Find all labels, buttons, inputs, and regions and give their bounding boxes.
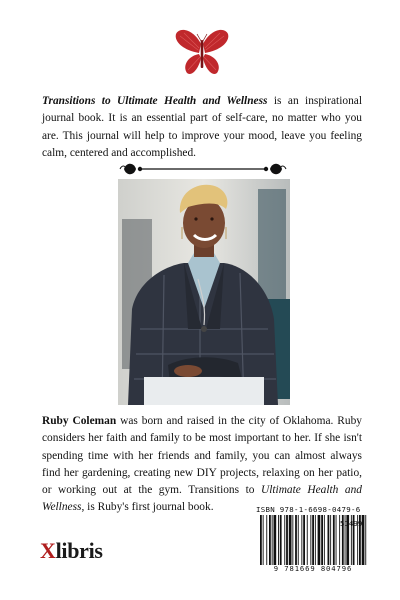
logo-text: libris [55,538,103,563]
barcode-bar [269,515,271,565]
barcode-bar [278,515,279,565]
barcode-bar [280,515,282,565]
barcode-bar [284,515,285,565]
barcode-bar [324,515,325,565]
barcode-bar [365,515,366,565]
barcode-bar [266,515,267,565]
barcode-bar [310,515,311,565]
author-name: Ruby Coleman [42,415,117,427]
barcode-bar [321,515,323,565]
barcode-bar [292,515,293,565]
barcode-bar [336,515,337,565]
barcode-bar [312,515,314,565]
isbn-barcode [254,505,372,577]
book-title: Transitions to Ultimate Health and Wellness [42,95,268,107]
barcode-bar [298,515,299,565]
price-code: 51499 [340,519,363,528]
description-text: is an inspirational journal book. It is an essential part of self-care, no matter who you are. This journal will help to improve your mood, leave you feeling calm, centered and accomplished. [42,95,362,159]
barcode-bar [318,515,321,565]
ornamental-divider [118,158,288,180]
barcode-bar [328,515,330,565]
barcode-bar [330,515,331,565]
publisher-logo [40,538,103,564]
barcode-bar [333,515,335,565]
butterfly-icon [174,28,230,78]
bio-text-1: was born and raised in the city of Oklahoma. Ruby considers her faith and family to be most important to her. If she isn't spending time with her friends and family, you can almost always find her gardening, creating new DIY projects, relaxing on her patio, or working out at the gym. Transitions to [42,415,362,497]
barcode-bar [274,515,277,565]
bio-text-2: , is Ruby's first journal book. [81,501,214,514]
author-bio [42,413,362,517]
barcode-bar [286,515,288,565]
barcode-bar [307,515,308,565]
barcode-bar [289,515,292,565]
isbn-label: ISBN 978-1-6698-0479-6 [256,505,361,514]
logo-x: X [40,538,56,563]
barcode-bar [260,515,262,565]
barcode-bar [295,515,297,565]
barcode-bar [315,515,316,565]
barcode-bar [303,515,305,565]
barcode-bar [272,515,273,565]
author-photo [118,179,290,405]
ean-digits: 9 781669 804796 [273,564,353,573]
bio-book-title: Ultimate Health and Wellness [42,484,362,514]
barcode-bar [263,515,264,565]
book-description [42,93,362,162]
barcode-bar [301,515,302,565]
